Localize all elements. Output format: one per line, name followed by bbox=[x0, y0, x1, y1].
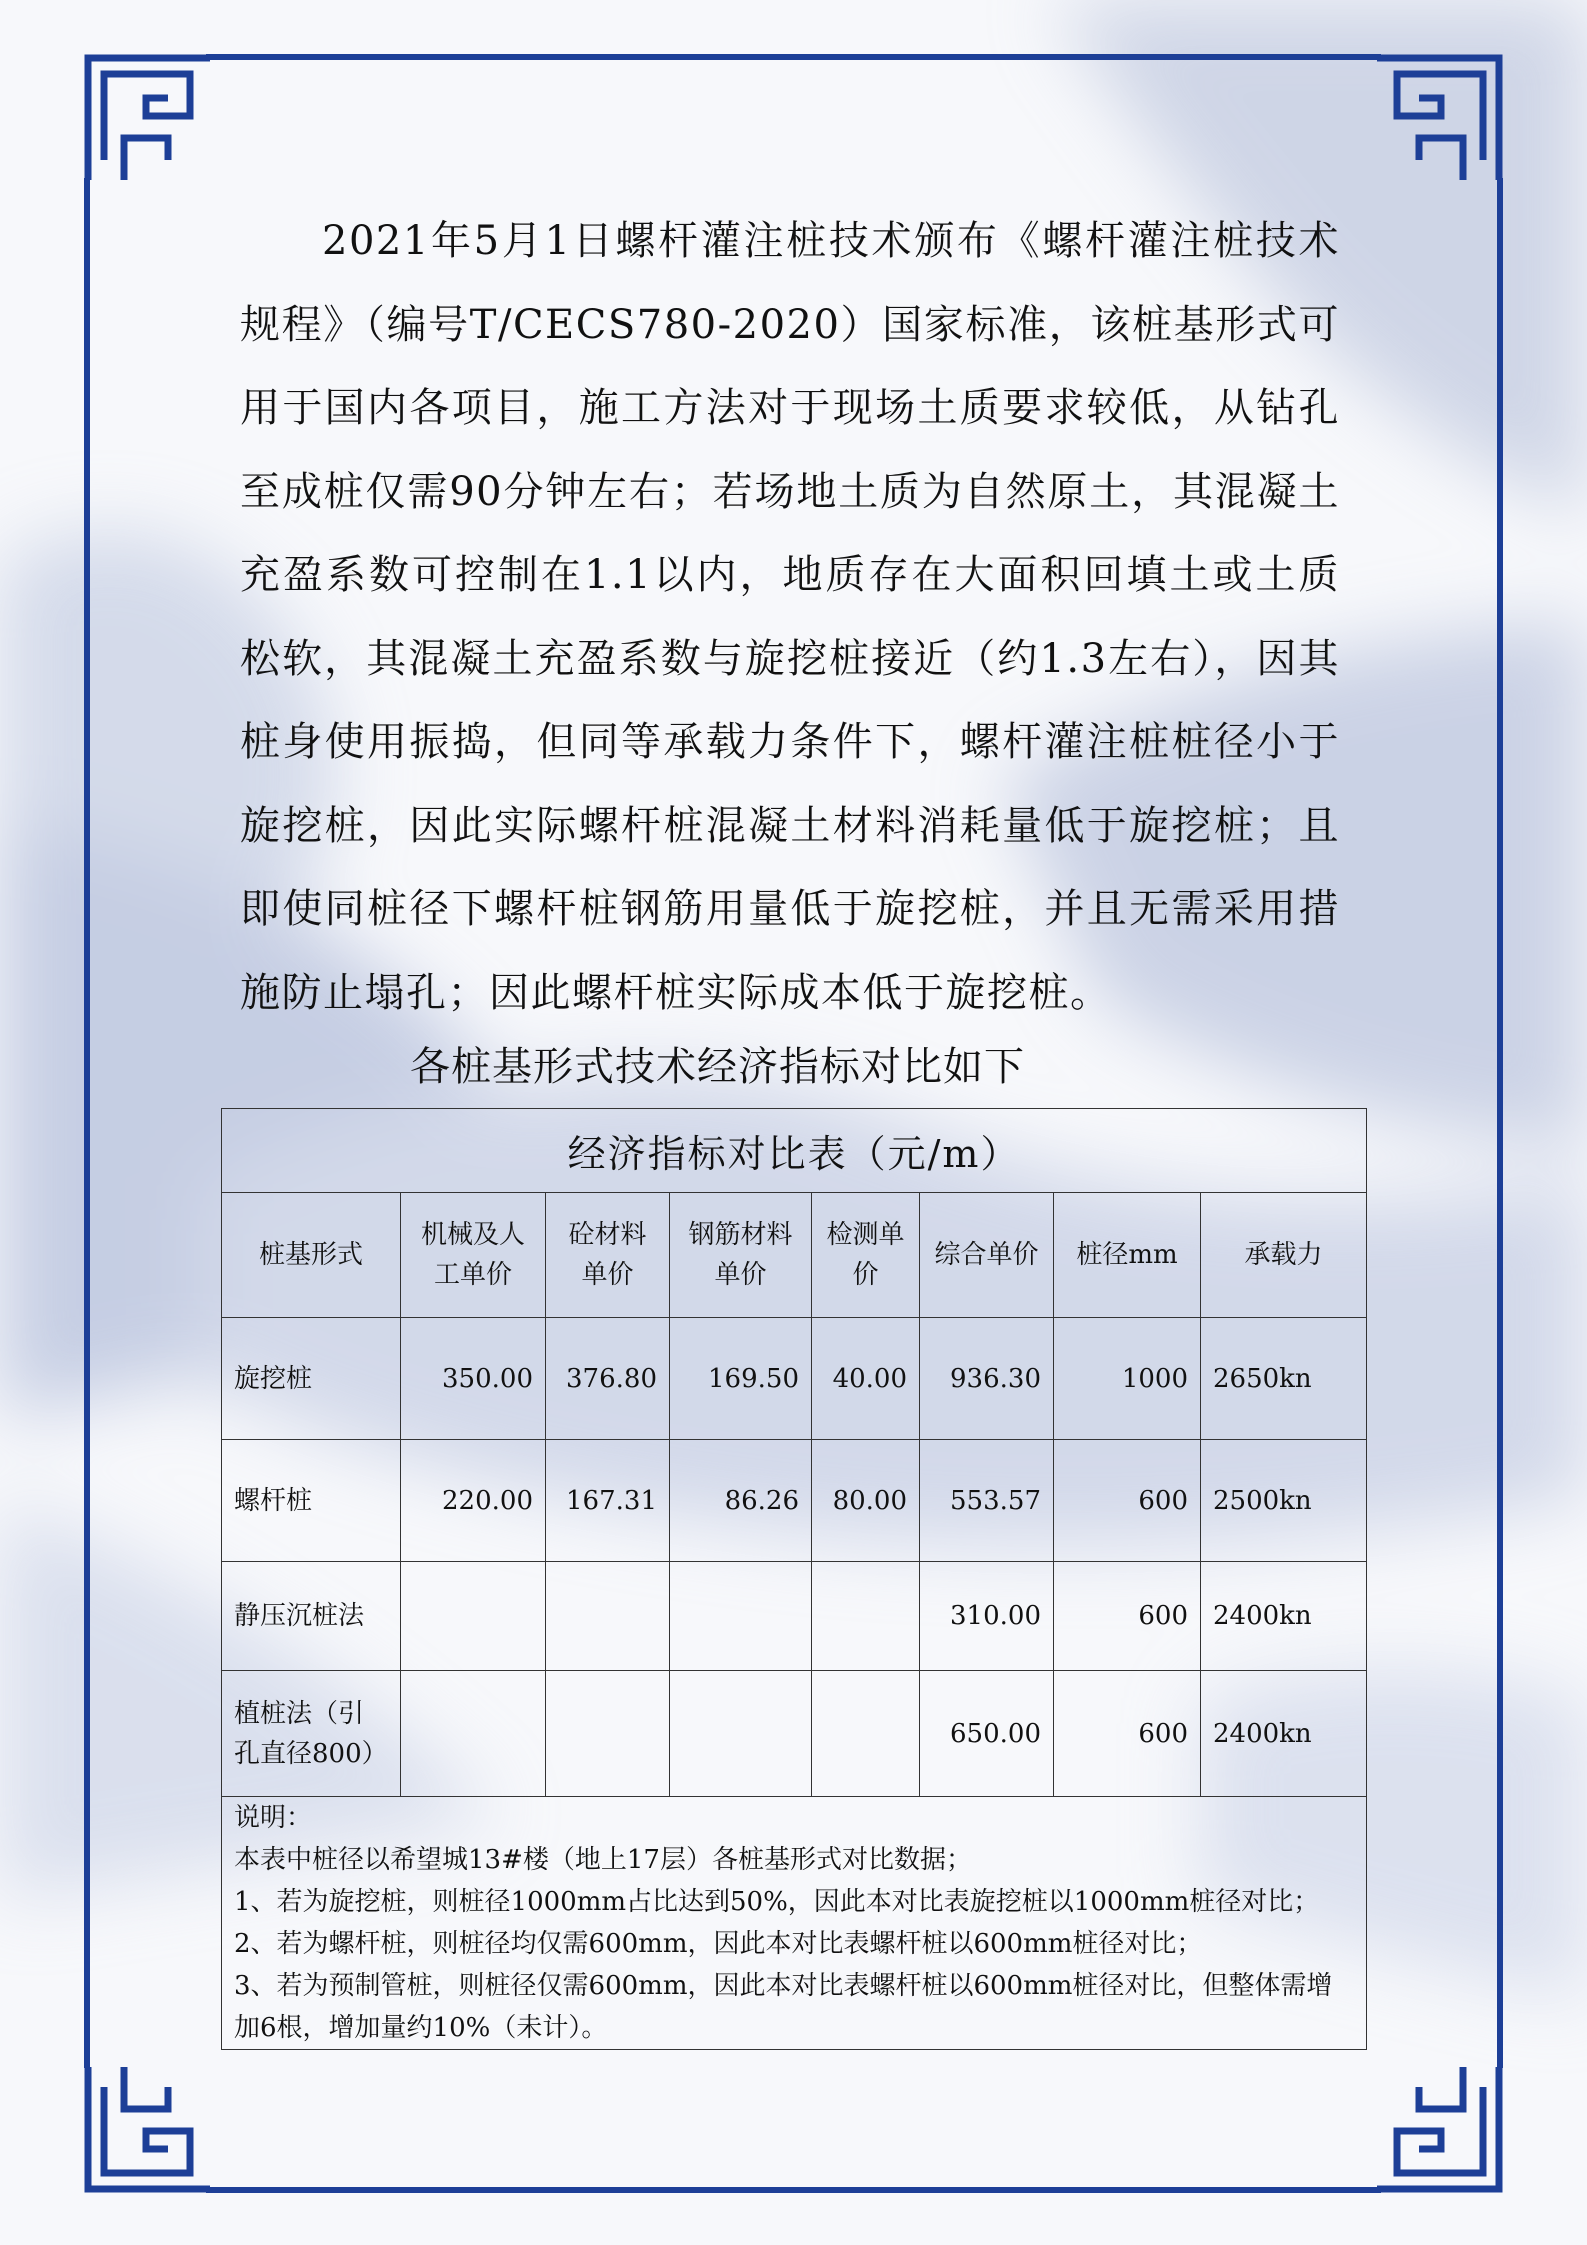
cell-concrete-price bbox=[546, 1562, 670, 1671]
header-pile-type: 桩基形式 bbox=[222, 1193, 401, 1318]
header-total-price: 综合单价 bbox=[920, 1193, 1054, 1318]
cell-diameter: 600 bbox=[1054, 1562, 1201, 1671]
cell-pile-type: 螺杆桩 bbox=[222, 1440, 401, 1562]
cell-capacity: 2400kn bbox=[1201, 1671, 1367, 1797]
cell-test-price bbox=[812, 1671, 920, 1797]
cell-diameter: 600 bbox=[1054, 1440, 1201, 1562]
cell-total-price: 310.00 bbox=[920, 1562, 1054, 1671]
cell-pile-type: 静压沉桩法 bbox=[222, 1562, 401, 1671]
table-notes bbox=[222, 1797, 1367, 2050]
frame-right-line bbox=[1497, 178, 1503, 2068]
cell-test-price: 40.00 bbox=[812, 1318, 920, 1440]
body-paragraph: 2021年5月1日螺杆灌注桩技术颁布《螺杆灌注桩技术规程》（编号T/CECS780-2020）国家标准，该桩基形式可用于国内各项目，施工方法对于现场土质要求较低，从钻孔至成桩仅需90分钟左右；若场地土质为自然原土，其混凝土充盈系数可控制在1.1以内，地质存在大面积回填土或土质松软，其混凝土充盈系数与旋挖桩接近（约1.3左右），因其桩身使用振捣，但同等承载力条件下，螺杆灌注桩桩径小于旋挖桩，因此实际螺杆桩混凝土材料消耗量低于旋挖桩；且即使同桩径下螺杆桩钢筋用量低于旋挖桩，并且无需采用措施防止塌孔；因此螺杆桩实际成本低于旋挖桩。 bbox=[240, 218, 1340, 1016]
cell-labor-price: 220.00 bbox=[401, 1440, 546, 1562]
table-row bbox=[222, 1562, 1367, 1671]
corner-ornament-bottom-right bbox=[1373, 2063, 1503, 2193]
cell-steel-price bbox=[670, 1671, 812, 1797]
notes-line: 1、若为旋挖桩，则桩径1000mm占比达到50%，因此本对比表旋挖桩以1000mm桩径对比； bbox=[234, 1887, 1320, 1917]
table-caption: 各桩基形式技术经济指标对比如下 bbox=[410, 1044, 1025, 1090]
notes-line: 本表中桩径以希望城13#楼（地上17层）各桩基形式对比数据； bbox=[234, 1845, 972, 1875]
corner-ornament-bottom-left bbox=[84, 2063, 214, 2193]
cell-total-price: 936.30 bbox=[920, 1318, 1054, 1440]
cell-labor-price bbox=[401, 1671, 546, 1797]
cell-labor-price: 350.00 bbox=[401, 1318, 546, 1440]
cell-total-price: 650.00 bbox=[920, 1671, 1054, 1797]
frame-bottom-line bbox=[206, 2187, 1381, 2193]
notes-line: 2、若为螺杆桩，则桩径均仅需600mm，因此本对比表螺杆桩以600mm桩径对比； bbox=[234, 1929, 1203, 1959]
cell-steel-price: 86.26 bbox=[670, 1440, 812, 1562]
table-notes-row bbox=[222, 1797, 1367, 2050]
cell-total-price: 553.57 bbox=[920, 1440, 1054, 1562]
cell-capacity: 2400kn bbox=[1201, 1562, 1367, 1671]
notes-line: 3、若为预制管桩，则桩径仅需600mm，因此本对比表螺杆桩以600mm桩径对比，但整体需增加6根，增加量约10%（未计）。 bbox=[234, 1971, 1333, 2043]
cell-test-price bbox=[812, 1562, 920, 1671]
notes-heading: 说明： bbox=[234, 1803, 313, 1833]
economic-comparison-table bbox=[221, 1108, 1367, 2050]
cell-diameter: 1000 bbox=[1054, 1318, 1201, 1440]
cell-pile-type: 植桩法（引孔直径800） bbox=[222, 1671, 401, 1797]
corner-ornament-top-left bbox=[84, 54, 214, 184]
cell-test-price: 80.00 bbox=[812, 1440, 920, 1562]
cell-diameter: 600 bbox=[1054, 1671, 1201, 1797]
table-header-row bbox=[222, 1193, 1367, 1318]
cell-capacity: 2650kn bbox=[1201, 1318, 1367, 1440]
header-steel-price: 钢筋材料单价 bbox=[670, 1193, 812, 1318]
header-test-price: 检测单价 bbox=[812, 1193, 920, 1318]
frame-left-line bbox=[84, 178, 90, 2068]
table-row bbox=[222, 1318, 1367, 1440]
cell-concrete-price: 376.80 bbox=[546, 1318, 670, 1440]
header-diameter: 桩径mm bbox=[1054, 1193, 1201, 1318]
table-row bbox=[222, 1671, 1367, 1797]
table-row bbox=[222, 1440, 1367, 1562]
corner-ornament-top-right bbox=[1373, 54, 1503, 184]
frame-top-line bbox=[206, 54, 1381, 60]
header-concrete-price: 砼材料单价 bbox=[546, 1193, 670, 1318]
cell-steel-price: 169.50 bbox=[670, 1318, 812, 1440]
cell-capacity: 2500kn bbox=[1201, 1440, 1367, 1562]
cell-labor-price bbox=[401, 1562, 546, 1671]
cell-pile-type: 旋挖桩 bbox=[222, 1318, 401, 1440]
header-labor-price: 机械及人工单价 bbox=[401, 1193, 546, 1318]
header-capacity: 承载力 bbox=[1201, 1193, 1367, 1318]
table-title: 经济指标对比表（元/m） bbox=[222, 1109, 1367, 1193]
cell-steel-price bbox=[670, 1562, 812, 1671]
cell-concrete-price bbox=[546, 1671, 670, 1797]
cell-concrete-price: 167.31 bbox=[546, 1440, 670, 1562]
